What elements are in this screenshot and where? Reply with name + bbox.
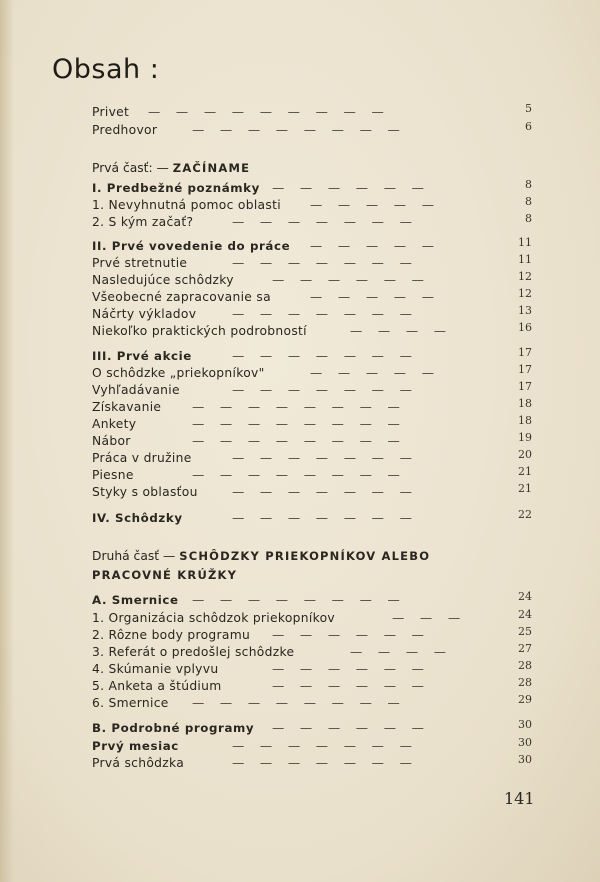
part-prefix: Druhá časť — (92, 549, 176, 563)
part-heading (92, 548, 430, 565)
leader-dashes: — — — — — — — (232, 485, 412, 499)
toc-entry (92, 416, 532, 433)
toc-entry (92, 399, 532, 416)
leader-dashes: — — — — — — (272, 662, 424, 676)
toc-entry-label: Piesne (92, 468, 134, 482)
toc-entry (92, 695, 532, 712)
toc-entry-label: B. Podrobné programy (92, 721, 255, 735)
toc-entry-label: Prvé stretnutie (92, 256, 188, 270)
leader-dashes: — — — — — — — (232, 383, 412, 397)
leader-dashes: — — — — — — — — — (148, 105, 384, 119)
toc-entry-label: 4. Skúmanie vplyvu (92, 662, 219, 676)
toc-entry-label: IV. Schôdzky (92, 511, 183, 525)
toc-section-heading (92, 510, 532, 527)
leader-dashes: — — — — — (310, 366, 435, 380)
toc-entry-page: 8 (525, 212, 532, 225)
toc-entry-page: 21 (518, 465, 532, 478)
toc-entry (92, 214, 532, 231)
toc-entry (92, 484, 532, 501)
toc-entry-label: 1. Organizácia schôdzok priekopníkov (92, 611, 335, 625)
toc-entry-label: O schôdzke „priekopníkov" (92, 366, 265, 380)
leader-dashes: — — — — — — — — (192, 400, 400, 414)
toc-entry-label: Niekoľko praktických podrobností (92, 324, 307, 338)
toc-entry-page: 6 (525, 120, 532, 133)
leader-dashes: — — — — — — — — (192, 696, 400, 710)
leader-dashes: — — — — — — (272, 181, 424, 195)
toc-section-heading (92, 180, 532, 197)
leader-dashes: — — — — — — — — (192, 417, 400, 431)
toc-entry (92, 104, 532, 121)
leader-dashes: — — — — — — — (232, 756, 412, 770)
leader-dashes: — — — — — — — (232, 215, 412, 229)
leader-dashes: — — — — — — — (232, 349, 412, 363)
toc-entry-page: 17 (518, 346, 532, 359)
toc-entry-page: 27 (518, 642, 532, 655)
toc-entry (92, 661, 532, 678)
toc-entry-label: III. Prvé akcie (92, 349, 192, 363)
toc-entry-label: 2. Rôzne body programu (92, 628, 251, 642)
leader-dashes: — — — — — (310, 198, 435, 212)
toc-entry-page: 11 (518, 236, 532, 249)
leader-dashes: — — — — — — — (232, 307, 412, 321)
toc-entry (92, 627, 532, 644)
toc-entry-page: 12 (518, 270, 532, 283)
toc-entry-label: 6. Smernice (92, 696, 169, 710)
page-number: 141 (504, 789, 535, 808)
toc-entry (92, 365, 532, 382)
toc-entry (92, 197, 532, 214)
toc-entry-page: 30 (518, 718, 532, 731)
leader-dashes: — — — — — — — — (192, 468, 400, 482)
toc-entry-page: 5 (525, 102, 532, 115)
toc-entry-page: 8 (525, 178, 532, 191)
toc-entry-label: 5. Anketa a štúdium (92, 679, 222, 693)
leader-dashes: — — — — — — — — (192, 123, 400, 137)
toc-entry-label: Náčrty výkladov (92, 307, 197, 321)
toc-entry-label: 2. S kým začať? (92, 215, 194, 229)
toc-entry-page: 17 (518, 363, 532, 376)
leader-dashes: — — — — — (310, 290, 435, 304)
leader-dashes: — — — — — — — (232, 511, 412, 525)
toc-entry-page: 28 (518, 659, 532, 672)
toc-entry-label: II. Prvé vovedenie do práce (92, 239, 291, 253)
toc-entry (92, 433, 532, 450)
leader-dashes: — — — — — — — (232, 739, 412, 753)
toc-entry-label: Nasledujúce schôdzky (92, 273, 234, 287)
leader-dashes: — — — — (350, 645, 447, 659)
toc-entry (92, 289, 532, 306)
toc-entry (92, 610, 532, 627)
toc-entry-label: Styky s oblasťou (92, 485, 198, 499)
toc-entry-page: 18 (518, 397, 532, 410)
toc-entry (92, 255, 532, 272)
leader-dashes: — — — — — — — — (192, 434, 400, 448)
toc-entry-label: Prvý mesiac (92, 739, 179, 753)
toc-entry-page: 24 (518, 590, 532, 603)
toc-entry-page: 24 (518, 608, 532, 621)
part-name: ZAČÍNAME (172, 161, 251, 175)
part-prefix: Prvá časť: — (92, 161, 169, 175)
toc-entry-page: 13 (518, 304, 532, 317)
toc-entry (92, 450, 532, 467)
part-name: SCHÔDZKY PRIEKOPNÍKOV ALEBO (179, 549, 431, 563)
toc-entry-page: 30 (518, 736, 532, 749)
leader-dashes: — — — — (350, 324, 447, 338)
toc-entry-page: 30 (518, 753, 532, 766)
toc-entry-label: A. Smernice (92, 593, 179, 607)
toc-section-heading (92, 592, 532, 609)
toc-entry (92, 306, 532, 323)
toc-entry-page: 18 (518, 414, 532, 427)
part-heading (92, 160, 250, 177)
toc-entry-label: Získavanie (92, 400, 162, 414)
leader-dashes: — — — — — — — (232, 451, 412, 465)
toc-entry-page: 22 (518, 508, 532, 521)
toc-entry (92, 755, 532, 772)
toc-entry-label: Všeobecné zapracovanie sa (92, 290, 271, 304)
page-title: Obsah : (52, 54, 160, 85)
toc-entry-page: 19 (518, 431, 532, 444)
toc-entry-page: 11 (518, 253, 532, 266)
toc-entry-page: 28 (518, 676, 532, 689)
toc-entry (92, 382, 532, 399)
toc-entry (92, 272, 532, 289)
toc-entry-page: 25 (518, 625, 532, 638)
toc-entry-label: Prvá schôdzka (92, 756, 185, 770)
toc-entry-page: 21 (518, 482, 532, 495)
toc-entry-page: 12 (518, 287, 532, 300)
leader-dashes: — — — — — — (272, 721, 424, 735)
leader-dashes: — — — (392, 611, 461, 625)
toc-section-heading (92, 238, 532, 255)
toc-entry-label: I. Predbežné poznámky (92, 181, 260, 195)
toc-entry-label: Práca v družine (92, 451, 192, 465)
toc-entry-page: 29 (518, 693, 532, 706)
part-name: PRACOVNÉ KRÚŽKY (92, 568, 238, 582)
toc-entry-label: Predhovor (92, 123, 158, 137)
toc-entry-label: 1. Nevyhnutná pomoc oblasti (92, 198, 281, 212)
leader-dashes: — — — — — — (272, 628, 424, 642)
toc-entry (92, 323, 532, 340)
toc-entry-label: Ankety (92, 417, 137, 431)
toc-entry-page: 17 (518, 380, 532, 393)
toc-entry (92, 467, 532, 484)
leader-dashes: — — — — — (310, 239, 435, 253)
toc-entry (92, 678, 532, 695)
toc-entry (92, 738, 532, 755)
toc-entry-page: 16 (518, 321, 532, 334)
leader-dashes: — — — — — — — (232, 256, 412, 270)
toc-entry (92, 644, 532, 661)
toc-section-heading (92, 348, 532, 365)
toc-section-heading (92, 720, 532, 737)
toc-entry-label: Privet (92, 105, 130, 119)
toc-entry-page: 8 (525, 195, 532, 208)
part-heading-continued (92, 567, 237, 584)
toc-entry-label: Nábor (92, 434, 131, 448)
toc-entry (92, 122, 532, 139)
toc-entry-label: 3. Referát o predošlej schôdzke (92, 645, 295, 659)
toc-entry-page: 20 (518, 448, 532, 461)
leader-dashes: — — — — — — — — (192, 593, 400, 607)
toc-entry-label: Vyhľadávanie (92, 383, 180, 397)
leader-dashes: — — — — — — (272, 273, 424, 287)
leader-dashes: — — — — — — (272, 679, 424, 693)
